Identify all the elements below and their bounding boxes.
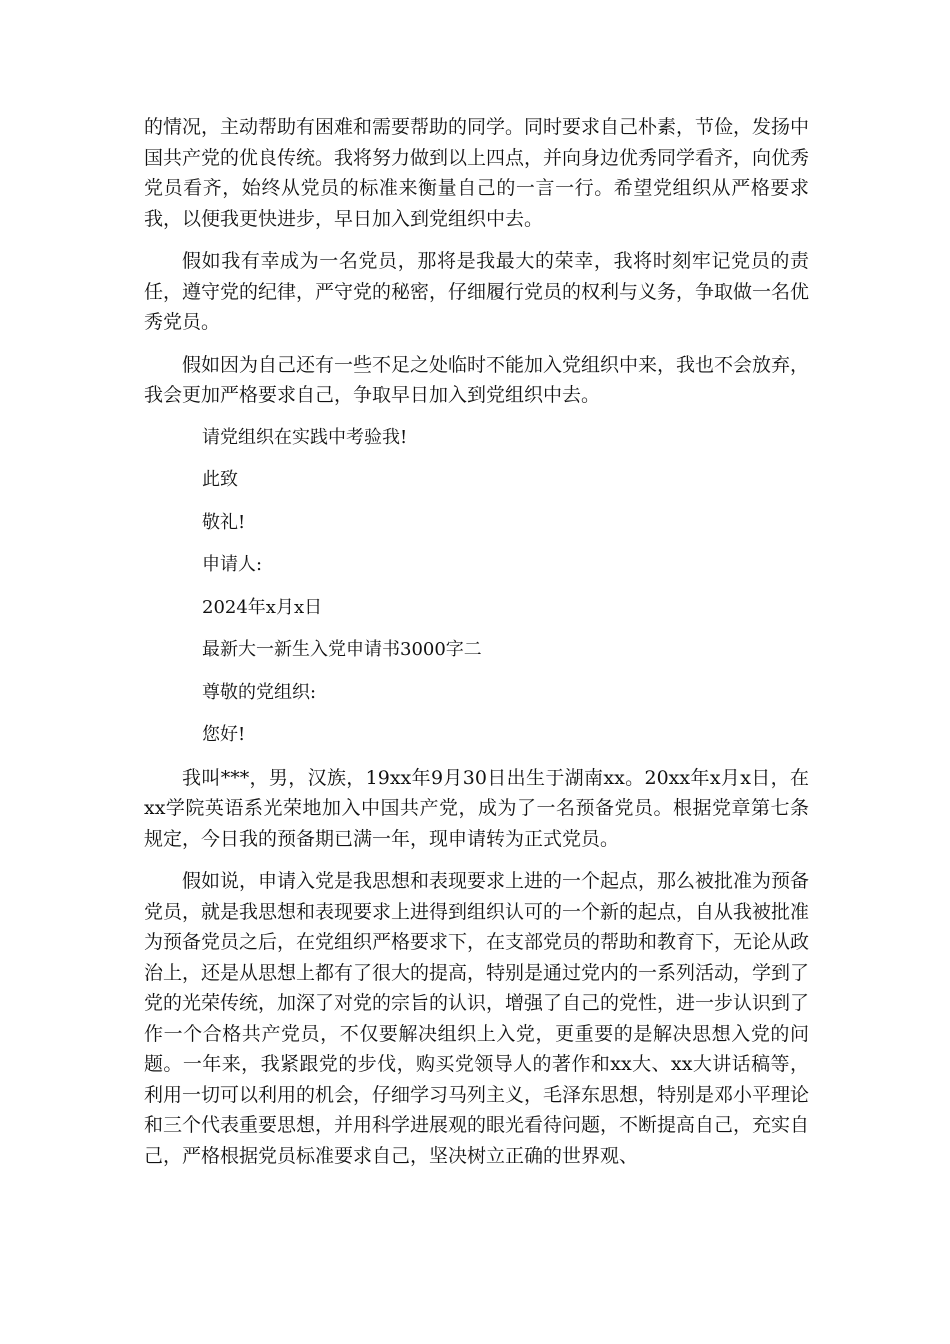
salutation-cizhi: 此致	[202, 469, 238, 490]
paragraph-introduction: 我叫***，男，汉族，19xx年9月30日出生于湖南xx。20xx年x月x日，在xx学院英语系光荣地加入中国共产党，成为了一名预备党员。根据党章第七条规定，今日我的预备期已满一年，现申请转为正式党员。	[144, 766, 809, 850]
greeting-addressee: 尊敬的党组织:	[202, 681, 317, 703]
date-line: 2024年x月x日	[202, 596, 323, 618]
closing-test-line: 请党组织在实践中考验我!	[202, 426, 408, 448]
paragraph-honor: 假如我有幸成为一名党员，那将是我最大的荣幸，我将时刻牢记党员的责任，遵守党的纪律，严守党的秘密，仔细履行党员的权利与义务，争取做一名优秀党员。	[144, 250, 810, 333]
salutation-jingli: 敬礼!	[202, 511, 246, 533]
paragraph-progress: 假如说，申请入党是我思想和表现要求上进的一个起点，那么被批准为预备党员，就是我思想和表现要求上进得到组织认可的一个新的起点，自从我被批准为预备党员之后，在党组织严格要求下，在支部党员的帮助和教育下，无论从政治上，还是从思想上都有了很大的提高，特别是通过党内的一系列活动，学到了党的光荣传统，加深了对党的宗旨的认识，增强了自己的党性，进一步认识到了作一个合格共产党员，不仅要解决组织上入党，更重要的是解决思想入党的问题。一年来，我紧跟党的步伐，购买党领导人的著作和xx大、xx大讲话稿等，利用一切可以利用的机会，仔细学习马列主义，毛泽东思想，特别是邓小平理论和三个代表重要思想，并用科学进展观的眼光看待问题，不断提高自己，充实自己，严格根据党员标准要求自己，坚决树立正确的世界观、	[144, 870, 810, 1167]
paragraph-continuation: 的情况，主动帮助有困难和需要帮助的同学。同时要求自己朴素，节俭，发扬中国共产党的优良传统。我将努力做到以上四点，并向身边优秀同学看齐，向优秀党员看齐，始终从党员的标准来衡量自己的一言一行。希望党组织从严格要求我，以便我更快进步，早日加入到党组织中去。	[144, 116, 810, 230]
document-page	[144, 112, 809, 1183]
applicant-label: 申请人:	[202, 554, 263, 575]
paragraph-resolve: 假如因为自己还有一些不足之处临时不能加入党组织中来，我也不会放弃，我会更加严格要求自己，争取早日加入到党组织中去。	[144, 353, 810, 406]
greeting-hello: 您好!	[202, 724, 246, 745]
section-title: 最新大一新生入党申请书3000字二	[202, 639, 482, 660]
